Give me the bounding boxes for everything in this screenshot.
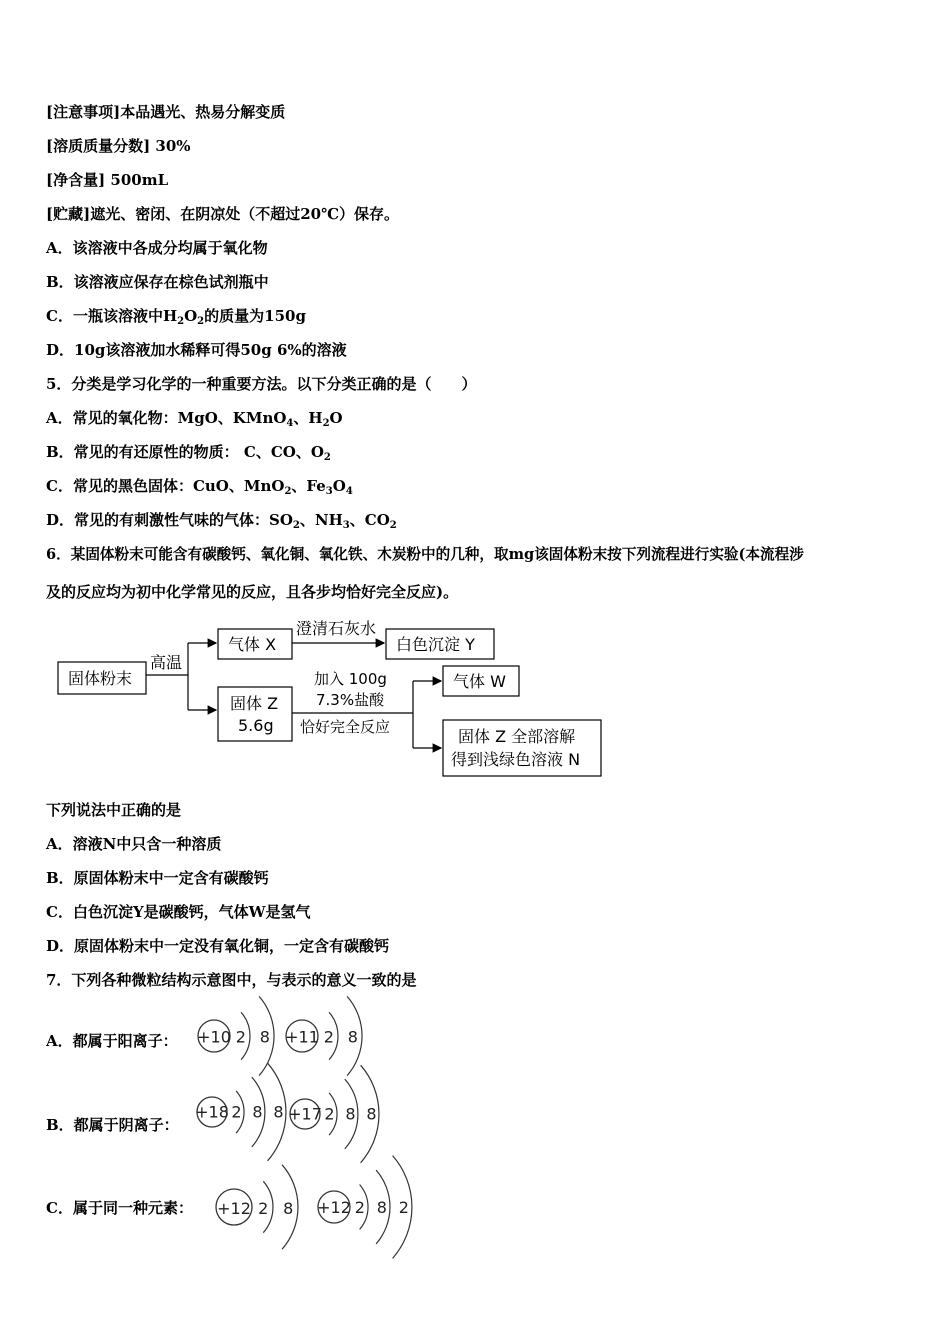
electron-count: 2 [354, 1198, 365, 1218]
q6-option-b: B．原固体粉末中一定含有碳酸钙 [46, 869, 269, 887]
q7-option-b-label: B．都属于阴离子： [46, 1116, 179, 1134]
q6-prompt: 下列说法中正确的是 [46, 801, 182, 819]
q4-option-b: B．该溶液应保存在棕色试剂瓶中 [46, 273, 269, 291]
electron-count: 2 [398, 1198, 409, 1218]
q7-option-a-label: A．都属于阳离子： [46, 1032, 178, 1050]
q5-option-d: D．常见的有刺激性气味的气体：$SO_2$、$NH_3$、$CO_2$ [46, 511, 397, 531]
notice-net-content: [净含量] 500mL [46, 171, 169, 189]
electron-shell-arc [345, 1079, 358, 1149]
add-acid-line2: 7.3%盐酸 [316, 691, 385, 709]
atom-diagram [195, 1063, 286, 1161]
nucleus-circle [216, 1189, 252, 1225]
q4-option-a: A．该溶液中各成分均属于氧化物 [46, 239, 268, 257]
electron-shell-arc [259, 996, 274, 1075]
white-ppt-label: 白色沉淀 Y [396, 635, 475, 654]
q7-stem: 7．下列各种微粒结构示意图中，与表示的意义一致的是 [46, 971, 417, 989]
electron-count: 2 [324, 1104, 335, 1124]
atom-diagram [197, 996, 274, 1075]
atom-diagram [288, 1065, 379, 1163]
nucleus-charge: +12 [217, 1199, 251, 1219]
electron-shell-arc [376, 1170, 390, 1244]
nucleus-circle [198, 1020, 230, 1052]
gas-x-label: 气体 X [228, 635, 277, 654]
solid-z-label: 固体 Z [230, 694, 279, 713]
nucleus-charge: +18 [195, 1102, 229, 1122]
electron-count: 2 [231, 1102, 242, 1122]
electron-count: 2 [258, 1199, 269, 1219]
electron-count: 8 [376, 1198, 387, 1218]
notice-mass-fraction: [溶质质量分数] 30% [46, 137, 191, 155]
nucleus-circle [286, 1020, 318, 1052]
electron-shell-arc [347, 996, 362, 1075]
solid-z-mass: 5.6g [238, 716, 274, 735]
solution-n-line2: 得到浅绿色溶液 N [451, 750, 581, 769]
solution-n-line1: 固体 Z 全部溶解 [458, 727, 576, 746]
q6-stem-line2: 及的反应均为初中化学常见的反应，且各步均恰好完全反应)。 [46, 583, 459, 601]
q7-option-c-label: C．属于同一种元素： [46, 1199, 193, 1217]
electron-shell-arc [329, 1012, 338, 1059]
electron-shell-arc [329, 1093, 337, 1135]
atom-diagram [317, 1156, 412, 1259]
add-acid-line1: 加入 100g [314, 670, 387, 688]
q5-option-c: C．常见的黑色固体：CuO、MnO$_2$、$Fe_3O_4$ [46, 477, 353, 497]
electron-shell-arc [393, 1156, 412, 1259]
nucleus-charge: +12 [317, 1198, 351, 1218]
nucleus-charge: +17 [288, 1104, 322, 1124]
electron-count: 2 [323, 1027, 334, 1047]
electron-count: 8 [252, 1102, 263, 1122]
electron-count: 8 [259, 1027, 270, 1047]
q4-option-c: C．一瓶该溶液中$H_2O_2$的质量为150g [46, 307, 306, 327]
q5-option-b: B．常见的有还原性的物质： C、CO、$O_2$ [46, 443, 331, 463]
electron-count: 8 [366, 1104, 377, 1124]
nucleus-charge: +10 [197, 1027, 231, 1047]
q5-option-a: A．常见的氧化物：MgO、KMnO$_4$、$H_2O$ [46, 409, 343, 429]
add-acid-line3: 恰好完全反应 [300, 718, 391, 736]
notice-caution: [注意事项]本品遇光、热易分解变质 [46, 103, 286, 121]
electron-shell-arc [263, 1181, 273, 1232]
electron-shell-arc [236, 1091, 244, 1133]
solid-powder-label: 固体粉末 [68, 669, 133, 688]
electron-count: 2 [235, 1027, 246, 1047]
q6-option-a: A．溶液N中只含一种溶质 [46, 835, 222, 853]
electron-shell-arc [360, 1185, 368, 1230]
electron-count: 8 [273, 1102, 284, 1122]
electron-count: 8 [283, 1199, 294, 1219]
electron-shell-arc [282, 1165, 298, 1249]
high-temp-label: 高温 [150, 653, 183, 672]
electron-shell-arc [241, 1012, 250, 1059]
q4-option-d: D．10g该溶液加水稀释可得50g 6%的溶液 [46, 341, 347, 359]
q6-stem-line1: 6．某固体粉末可能含有碳酸钙、氧化铜、氧化铁、木炭粉中的几种，取mg该固体粉末按下列流程进行实验(本流程涉 [46, 546, 804, 563]
nucleus-circle [197, 1097, 227, 1127]
notice-storage: [贮藏]遮光、密闭、在阴凉处（不超过20℃）保存。 [46, 205, 400, 223]
limewater-label: 澄清石灰水 [296, 619, 377, 638]
q5-stem: 5．分类是学习化学的一种重要方法。以下分类正确的是（ ） [46, 375, 477, 393]
nucleus-circle [318, 1191, 350, 1223]
electron-shell-arc [268, 1063, 286, 1161]
electron-count: 8 [347, 1027, 358, 1047]
q6-option-d: D．原固体粉末中一定没有氧化铜，一定含有碳酸钙 [46, 937, 390, 955]
atom-diagram [285, 996, 362, 1075]
gas-w-label: 气体 W [453, 672, 506, 691]
electron-count: 8 [345, 1104, 356, 1124]
nucleus-circle [290, 1099, 320, 1129]
nucleus-charge: +11 [285, 1027, 319, 1047]
atom-diagram [216, 1165, 298, 1249]
electron-shell-arc [252, 1077, 265, 1147]
electron-shell-arc [361, 1065, 379, 1163]
q6-option-c: C．白色沉淀Y是碳酸钙，气体W是氢气 [46, 903, 311, 921]
